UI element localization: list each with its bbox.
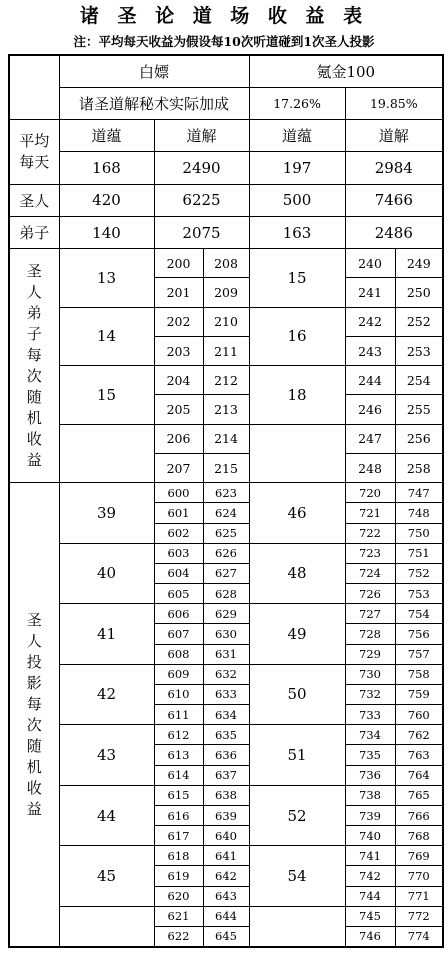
section1-bp-daojie-a: 202 xyxy=(154,307,203,336)
section2-kj-daojie-b: 763 xyxy=(395,745,443,765)
section1-bp-daojie-a: 203 xyxy=(154,336,203,365)
section2-row xyxy=(9,664,443,684)
section2-kj-daojie-b: 747 xyxy=(395,483,443,503)
section2-bp-daojie-b: 635 xyxy=(203,725,249,745)
section2-kj-daojie-a: 724 xyxy=(345,563,395,583)
section2-kj-daojie-a: 729 xyxy=(345,644,395,664)
section2-bp-daojie-b: 642 xyxy=(203,866,249,886)
summary-kj-daoyun: 163 xyxy=(249,216,345,248)
header-kejin: 氪金100 xyxy=(249,55,443,87)
section1-bp-daojie-a: 206 xyxy=(154,424,203,453)
section2-bp-daojie-a: 610 xyxy=(154,684,203,704)
summary-bp-daoyun: 140 xyxy=(59,216,154,248)
section2-bp-daojie-a: 600 xyxy=(154,483,203,503)
section2-bp-daojie-a: 621 xyxy=(154,906,203,926)
header-baipiao: 白嫖 xyxy=(59,55,249,87)
section2-kj-daoyun: 49 xyxy=(249,604,345,665)
summary-label-cell xyxy=(9,120,59,185)
section2-kj-daojie-b: 762 xyxy=(395,725,443,745)
bonus-kejin: 19.85% xyxy=(345,87,443,119)
section2-kj-daojie-b: 766 xyxy=(395,805,443,825)
vertical-label-char: 随 xyxy=(26,736,42,755)
section2-kj-daojie-a: 746 xyxy=(345,926,395,947)
section2-bp-daojie-b: 645 xyxy=(203,926,249,947)
summary-kj-daojie: 7466 xyxy=(345,184,443,216)
section2-kj-daojie-a: 720 xyxy=(345,483,395,503)
section1-bp-daojie-a: 201 xyxy=(154,278,203,307)
summary-row xyxy=(9,152,443,184)
section2-kj-daojie-a: 740 xyxy=(345,826,395,846)
summary-kj-daojie: 2984 xyxy=(345,152,443,184)
section2-bp-daojie-b: 644 xyxy=(203,906,249,926)
section2-kj-daojie-b: 759 xyxy=(395,684,443,704)
section2-bp-daojie-a: 607 xyxy=(154,624,203,644)
section2-bp-daoyun: 41 xyxy=(59,604,154,665)
col-head-bp-daoyun: 道蕴 xyxy=(59,120,154,152)
summary-label: 圣人 xyxy=(9,184,59,216)
section2-kj-daoyun: 54 xyxy=(249,846,345,907)
section2-kj-daojie-b: 758 xyxy=(395,664,443,684)
summary-kj-daoyun: 197 xyxy=(249,152,345,184)
section1-bp-daojie-a: 205 xyxy=(154,395,203,424)
section1-bp-daojie-b: 212 xyxy=(203,366,249,395)
section1-row xyxy=(9,366,443,395)
summary-kj-daojie: 2486 xyxy=(345,216,443,248)
vertical-label-char: 人 xyxy=(26,631,42,650)
section2-kj-daojie-a: 739 xyxy=(345,805,395,825)
section2-kj-daojie-b: 772 xyxy=(395,906,443,926)
section1-kj-daojie-b: 254 xyxy=(395,366,443,395)
section2-bp-daoyun: 43 xyxy=(59,725,154,786)
section2-kj-daojie-b: 764 xyxy=(395,765,443,785)
section2-bp-daojie-a: 608 xyxy=(154,644,203,664)
section2-kj-daoyun xyxy=(249,906,345,947)
section1-bp-daoyun: 13 xyxy=(59,249,154,308)
section1-bp-daoyun xyxy=(59,424,154,483)
section1-kj-daojie-a: 241 xyxy=(345,278,395,307)
section2-bp-daojie-a: 601 xyxy=(154,503,203,523)
section2-label xyxy=(9,483,59,947)
vertical-label-char: 投 xyxy=(26,652,42,671)
section2-kj-daoyun: 46 xyxy=(249,483,345,544)
section1-bp-daojie-b: 215 xyxy=(203,453,249,482)
section2-bp-daojie-b: 641 xyxy=(203,846,249,866)
section2-row xyxy=(9,725,443,745)
section1-label xyxy=(9,249,59,483)
summary-kj-daoyun: 500 xyxy=(249,184,345,216)
table-note: 注：平均每天收益为假设每10次听道碰到1次圣人投影 xyxy=(73,34,375,49)
section1-kj-daojie-b: 252 xyxy=(395,307,443,336)
vertical-label-char: 每 xyxy=(26,345,42,364)
vertical-label-char: 次 xyxy=(26,366,42,385)
section1-kj-daojie-b: 256 xyxy=(395,424,443,453)
vertical-label-char: 次 xyxy=(26,715,42,734)
section1-bp-daojie-a: 204 xyxy=(154,366,203,395)
section2-bp-daojie-b: 631 xyxy=(203,644,249,664)
summary-bp-daojie: 6225 xyxy=(154,184,249,216)
section2-bp-daojie-b: 630 xyxy=(203,624,249,644)
section2-kj-daojie-b: 756 xyxy=(395,624,443,644)
section2-row xyxy=(9,846,443,866)
section2-kj-daoyun: 48 xyxy=(249,543,345,604)
section2-bp-daojie-b: 626 xyxy=(203,543,249,563)
section2-bp-daojie-a: 603 xyxy=(154,543,203,563)
section1-kj-daojie-b: 255 xyxy=(395,395,443,424)
summary-bp-daoyun: 168 xyxy=(59,152,154,184)
summary-label-line: 平均 xyxy=(19,131,50,150)
section2-bp-daojie-a: 617 xyxy=(154,826,203,846)
vertical-label-char: 益 xyxy=(26,450,42,469)
section2-kj-daojie-b: 757 xyxy=(395,644,443,664)
col-head-bp-daojie: 道解 xyxy=(154,120,249,152)
section1-bp-daojie-a: 200 xyxy=(154,249,203,278)
vertical-label-char: 圣 xyxy=(26,610,42,629)
vertical-label-char: 人 xyxy=(26,282,42,301)
section2-bp-daoyun: 44 xyxy=(59,785,154,846)
summary-bp-daoyun: 420 xyxy=(59,184,154,216)
section2-bp-daoyun: 39 xyxy=(59,483,154,544)
section2-row xyxy=(9,604,443,624)
section2-bp-daojie-b: 637 xyxy=(203,765,249,785)
section1-bp-daojie-b: 213 xyxy=(203,395,249,424)
section2-kj-daoyun: 52 xyxy=(249,785,345,846)
vertical-label-char: 圣 xyxy=(26,261,42,280)
section2-bp-daoyun: 42 xyxy=(59,664,154,725)
section2-bp-daojie-b: 624 xyxy=(203,503,249,523)
bonus-baipiao: 17.26% xyxy=(249,87,345,119)
section2-row xyxy=(9,543,443,563)
section2-kj-daoyun: 51 xyxy=(249,725,345,786)
section1-bp-daojie-b: 211 xyxy=(203,336,249,365)
page-title: 诸 圣 论 道 场 收 益 表 xyxy=(79,5,369,27)
section2-row xyxy=(9,906,443,926)
section2-kj-daojie-a: 738 xyxy=(345,785,395,805)
summary-bp-daojie: 2490 xyxy=(154,152,249,184)
section2-bp-daojie-b: 636 xyxy=(203,745,249,765)
section1-bp-daojie-b: 210 xyxy=(203,307,249,336)
section2-kj-daojie-b: 770 xyxy=(395,866,443,886)
revenue-table xyxy=(8,54,444,948)
section1-kj-daojie-b: 250 xyxy=(395,278,443,307)
section1-kj-daojie-b: 249 xyxy=(395,249,443,278)
section1-bp-daojie-b: 208 xyxy=(203,249,249,278)
col-head-kj-daojie: 道解 xyxy=(345,120,443,152)
summary-row xyxy=(9,184,443,216)
section2-bp-daojie-b: 639 xyxy=(203,805,249,825)
summary-bp-daojie: 2075 xyxy=(154,216,249,248)
section2-kj-daojie-a: 733 xyxy=(345,705,395,725)
section1-kj-daojie-a: 248 xyxy=(345,453,395,482)
section2-bp-daojie-a: 609 xyxy=(154,664,203,684)
section2-bp-daojie-a: 615 xyxy=(154,785,203,805)
section2-kj-daojie-a: 722 xyxy=(345,523,395,543)
corner-cell xyxy=(9,55,59,120)
section2-bp-daojie-a: 622 xyxy=(154,926,203,947)
vertical-label-char: 机 xyxy=(26,757,42,776)
section2-kj-daojie-a: 721 xyxy=(345,503,395,523)
section2-kj-daojie-a: 723 xyxy=(345,543,395,563)
section2-bp-daojie-b: 623 xyxy=(203,483,249,503)
section2-kj-daojie-b: 768 xyxy=(395,826,443,846)
summary-row xyxy=(9,216,443,248)
section2-row xyxy=(9,483,443,503)
section2-kj-daojie-a: 744 xyxy=(345,886,395,906)
section2-bp-daojie-b: 643 xyxy=(203,886,249,906)
section1-kj-daojie-b: 258 xyxy=(395,453,443,482)
vertical-label-char: 影 xyxy=(26,673,42,692)
col-head-kj-daoyun: 道蕴 xyxy=(249,120,345,152)
section2-bp-daoyun xyxy=(59,906,154,947)
section1-row xyxy=(9,307,443,336)
section2-bp-daojie-a: 618 xyxy=(154,846,203,866)
section2-bp-daojie-a: 606 xyxy=(154,604,203,624)
section2-bp-daojie-a: 612 xyxy=(154,725,203,745)
section2-bp-daojie-b: 640 xyxy=(203,826,249,846)
section1-kj-daoyun xyxy=(249,424,345,483)
section2-bp-daojie-a: 619 xyxy=(154,866,203,886)
section2-row xyxy=(9,785,443,805)
section2-bp-daojie-b: 628 xyxy=(203,584,249,604)
section2-bp-daojie-a: 613 xyxy=(154,745,203,765)
section2-kj-daojie-b: 765 xyxy=(395,785,443,805)
section2-kj-daojie-b: 774 xyxy=(395,926,443,947)
section1-kj-daojie-a: 240 xyxy=(345,249,395,278)
section2-kj-daojie-a: 742 xyxy=(345,866,395,886)
section1-kj-daoyun: 16 xyxy=(249,307,345,366)
section2-bp-daojie-b: 625 xyxy=(203,523,249,543)
vertical-label-char: 每 xyxy=(26,694,42,713)
section2-kj-daojie-b: 750 xyxy=(395,523,443,543)
section2-kj-daojie-a: 734 xyxy=(345,725,395,745)
vertical-label-char: 收 xyxy=(26,778,42,797)
section2-kj-daojie-b: 748 xyxy=(395,503,443,523)
section1-kj-daojie-a: 247 xyxy=(345,424,395,453)
summary-label-line: 每天 xyxy=(19,152,50,171)
section2-kj-daojie-a: 736 xyxy=(345,765,395,785)
vertical-label-char: 弟 xyxy=(26,303,42,322)
section2-kj-daojie-a: 741 xyxy=(345,846,395,866)
section2-kj-daoyun: 50 xyxy=(249,664,345,725)
section2-bp-daojie-a: 604 xyxy=(154,563,203,583)
section2-bp-daoyun: 45 xyxy=(59,846,154,907)
vertical-label-char: 益 xyxy=(26,799,42,818)
section2-bp-daoyun: 40 xyxy=(59,543,154,604)
section2-kj-daojie-b: 760 xyxy=(395,705,443,725)
section1-kj-daoyun: 18 xyxy=(249,366,345,425)
section2-bp-daojie-a: 616 xyxy=(154,805,203,825)
section1-row xyxy=(9,424,443,453)
vertical-label-char: 机 xyxy=(26,408,42,427)
section1-kj-daojie-a: 243 xyxy=(345,336,395,365)
section2-kj-daojie-b: 769 xyxy=(395,846,443,866)
section1-row xyxy=(9,249,443,278)
section2-kj-daojie-a: 732 xyxy=(345,684,395,704)
section1-kj-daojie-b: 253 xyxy=(395,336,443,365)
section1-bp-daojie-b: 214 xyxy=(203,424,249,453)
vertical-label-char: 子 xyxy=(26,324,42,343)
section2-bp-daojie-a: 614 xyxy=(154,765,203,785)
section2-kj-daojie-a: 730 xyxy=(345,664,395,684)
section2-kj-daojie-b: 752 xyxy=(395,563,443,583)
section2-kj-daojie-a: 745 xyxy=(345,906,395,926)
section2-kj-daojie-b: 771 xyxy=(395,886,443,906)
section2-kj-daojie-b: 753 xyxy=(395,584,443,604)
section2-kj-daojie-a: 735 xyxy=(345,745,395,765)
section1-kj-daojie-a: 246 xyxy=(345,395,395,424)
vertical-label-char: 随 xyxy=(26,387,42,406)
section1-kj-daojie-a: 244 xyxy=(345,366,395,395)
section2-kj-daojie-b: 751 xyxy=(395,543,443,563)
section2-kj-daojie-b: 754 xyxy=(395,604,443,624)
section2-kj-daojie-a: 727 xyxy=(345,604,395,624)
section1-bp-daojie-b: 209 xyxy=(203,278,249,307)
section2-bp-daojie-b: 629 xyxy=(203,604,249,624)
section2-bp-daojie-b: 633 xyxy=(203,684,249,704)
section1-bp-daoyun: 14 xyxy=(59,307,154,366)
section2-bp-daojie-b: 632 xyxy=(203,664,249,684)
section2-bp-daojie-a: 611 xyxy=(154,705,203,725)
section2-bp-daojie-b: 627 xyxy=(203,563,249,583)
section1-kj-daojie-a: 242 xyxy=(345,307,395,336)
vertical-label-char: 收 xyxy=(26,429,42,448)
section1-bp-daojie-a: 207 xyxy=(154,453,203,482)
section1-bp-daoyun: 15 xyxy=(59,366,154,425)
section2-kj-daojie-a: 728 xyxy=(345,624,395,644)
section2-bp-daojie-b: 638 xyxy=(203,785,249,805)
section2-bp-daojie-a: 605 xyxy=(154,584,203,604)
section2-bp-daojie-b: 634 xyxy=(203,705,249,725)
section1-kj-daoyun: 15 xyxy=(249,249,345,308)
section2-bp-daojie-a: 602 xyxy=(154,523,203,543)
summary-label: 弟子 xyxy=(9,216,59,248)
section2-bp-daojie-a: 620 xyxy=(154,886,203,906)
bonus-label: 诸圣道解秘术实际加成 xyxy=(59,87,249,119)
section2-kj-daojie-a: 726 xyxy=(345,584,395,604)
